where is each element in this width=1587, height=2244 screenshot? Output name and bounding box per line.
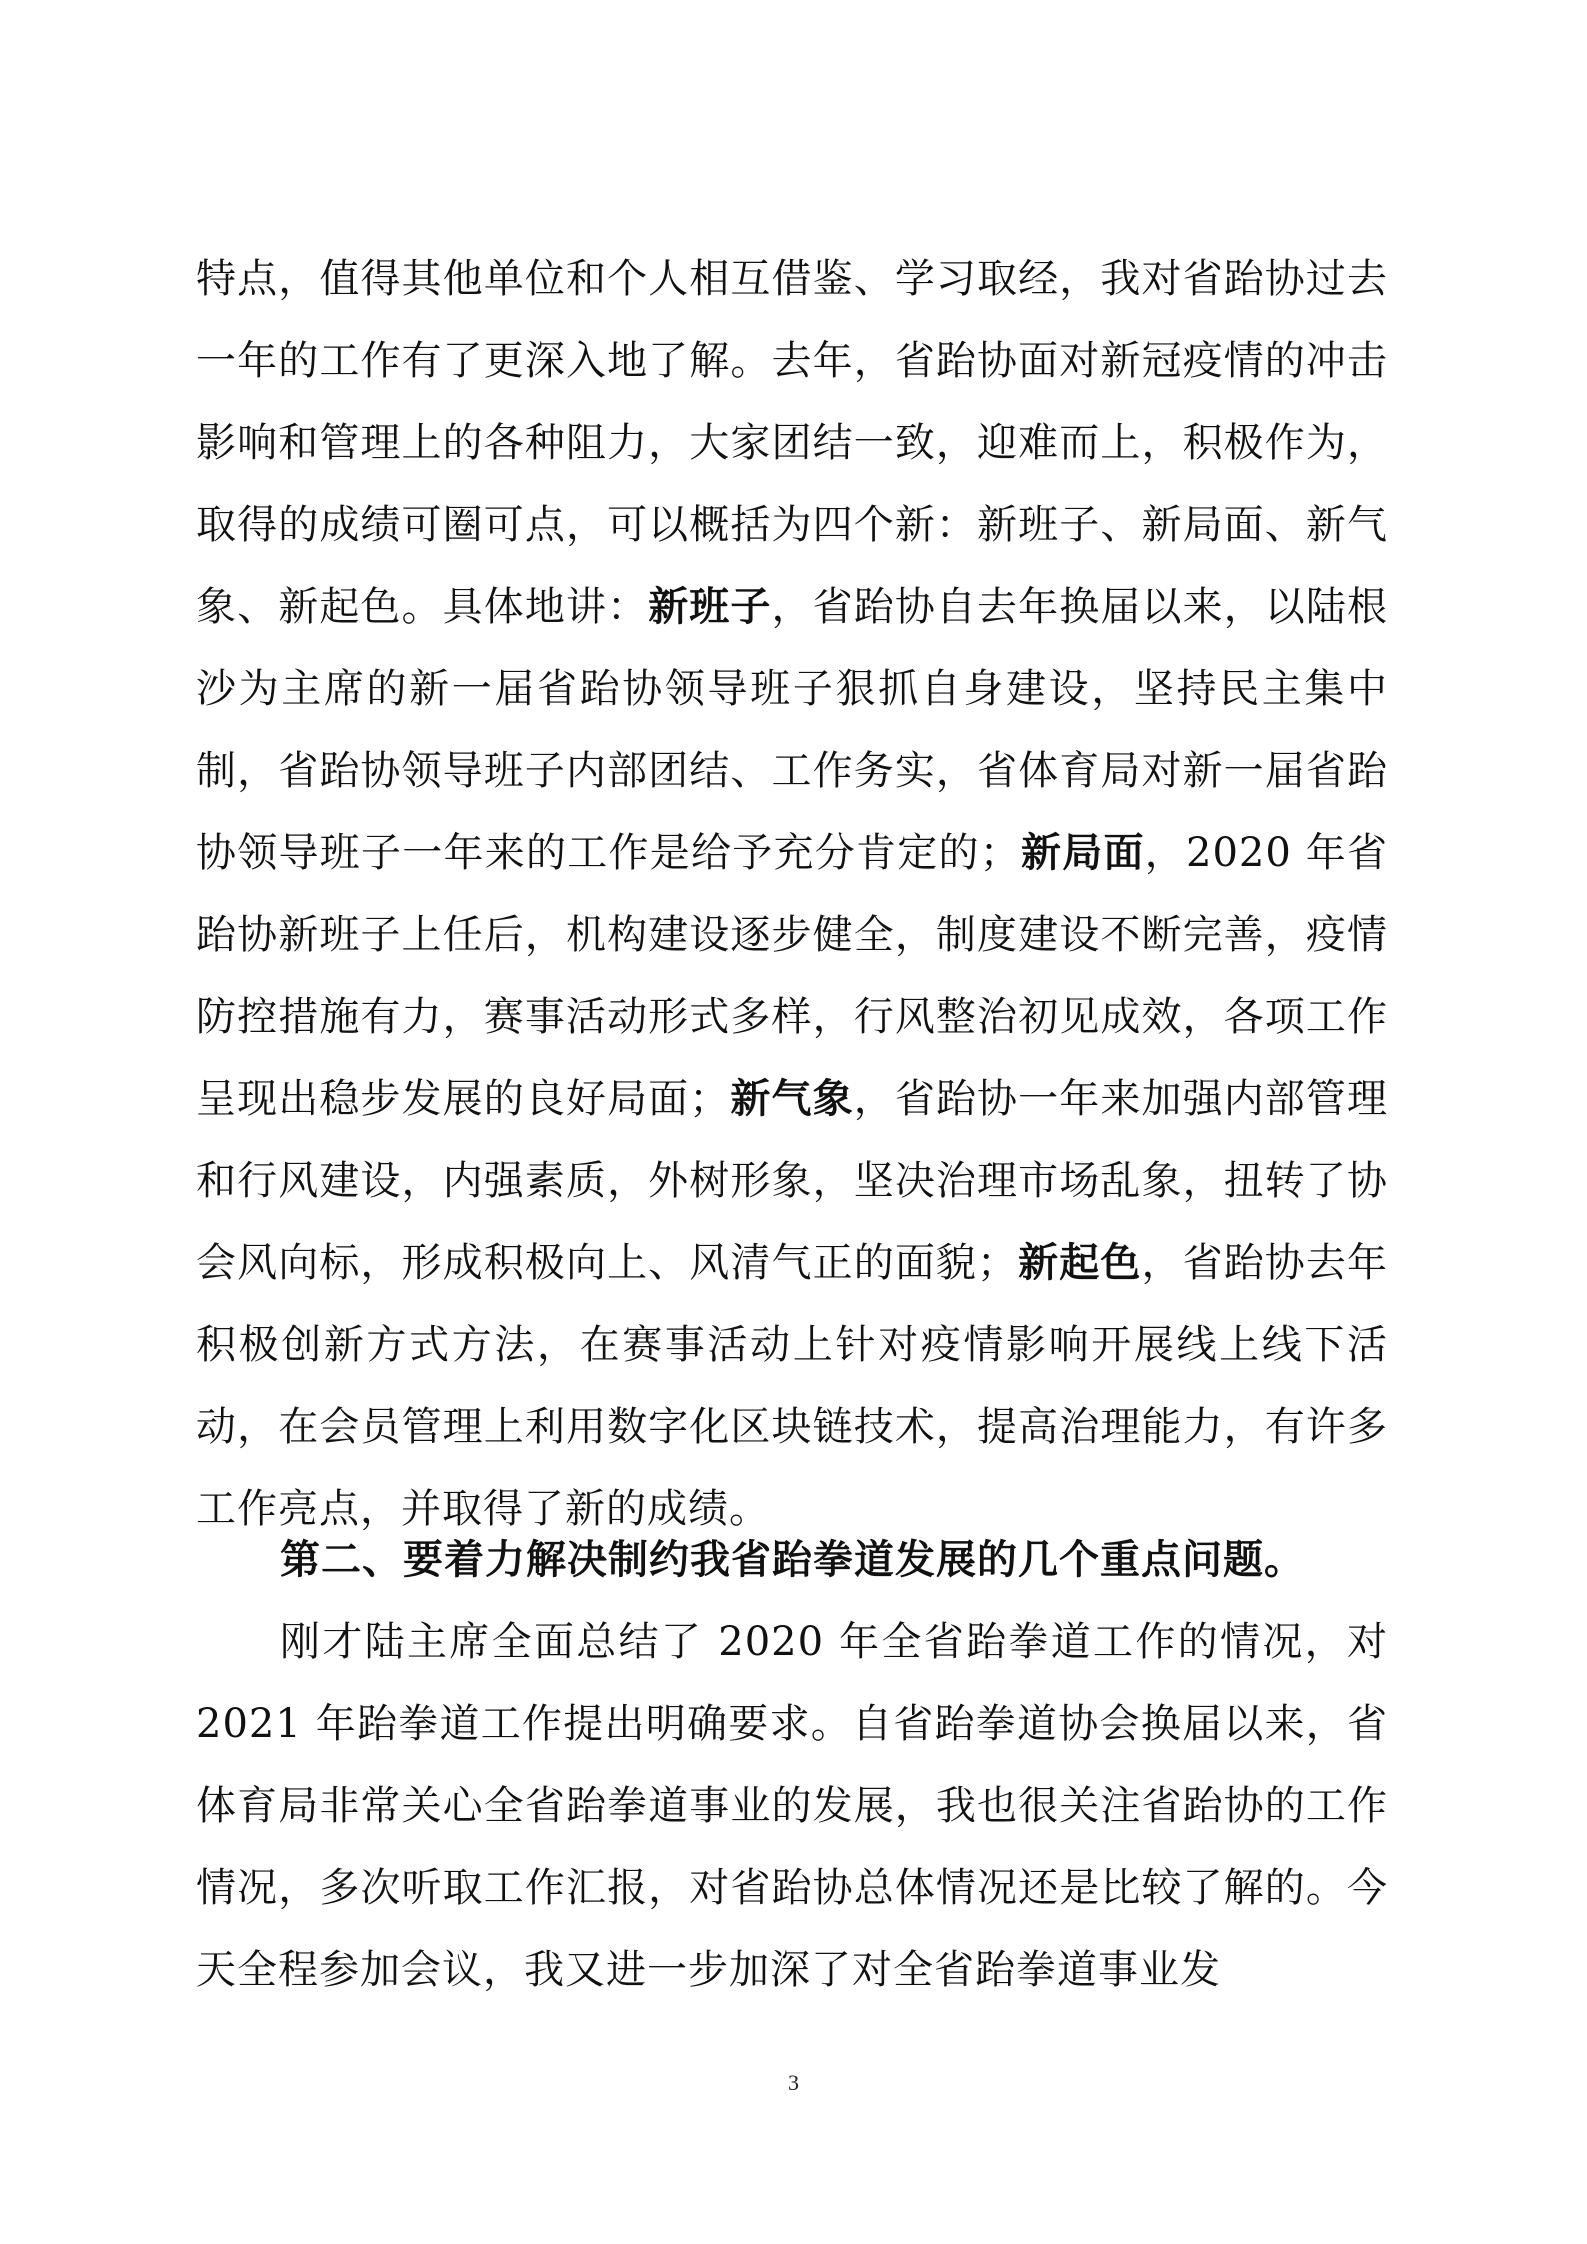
- paragraph-text-new-atmosphere: ，省跆协一年来加强内部管理和行风建设，内强素质，外树形象，坚决治理市场乱象，扭转了协会风向标，形成积极向上、风清气正的面貌；: [196, 1076, 1389, 1286]
- keyword-new-progress: 新起色: [1018, 1240, 1142, 1286]
- keyword-new-atmosphere: 新气象: [730, 1076, 854, 1122]
- paragraph-text-new-situation: ，2020 年省跆协新班子上任后，机构建设逐步健全，制度建设不断完善，疫情防控措施有力，赛事活动形式多样，行风整治初见成效，各项工作呈现出稳步发展的良好局面；: [196, 830, 1389, 1122]
- paragraph-continued: [196, 238, 1388, 1550]
- section-heading-2: 第二、要着力解决制约我省跆拳道发展的几个重点问题。: [280, 1537, 1305, 1583]
- body-paragraph-1: [196, 238, 1388, 1550]
- keyword-new-situation: 新局面: [1020, 830, 1145, 876]
- keyword-new-team: 新班子: [648, 584, 772, 630]
- paragraph-2-text: 刚才陆主席全面总结了 2020 年全省跆拳道工作的情况，对 2021 年跆拳道工作提出明确要求。自省跆拳道协会换届以来，省体育局非常关心全省跆拳道事业的发展，我也很关注省跆协的工作情况，多次听取工作汇报，对省跆协总体情况还是比较了解的。今天全程参加会议，我又进一步加深了对全省跆拳道事业发: [196, 1619, 1388, 1993]
- paragraph-text-new-progress: ，省跆协去年积极创新方式方法，在赛事活动上针对疫情影响开展线上线下活动，在会员管理上利用数字化区块链技术，提高治理能力，有许多工作亮点，并取得了新的成绩。: [196, 1240, 1389, 1532]
- paragraph-text-new-team: ，省跆协自去年换届以来，以陆根沙为主席的新一届省跆协领导班子狠抓自身建设，坚持民主集中制，省跆协领导班子内部团结、工作务实，省体育局对新一届省跆协领导班子一年来的工作是给予充分肯定的；: [196, 584, 1389, 876]
- page-number: 3: [788, 2070, 799, 2095]
- body-paragraph-2: [196, 1601, 1388, 2011]
- paragraph-intro-text: 特点，值得其他单位和个人相互借鉴、学习取经，我对省跆协过去一年的工作有了更深入地了解。去年，省跆协面对新冠疫情的冲击影响和管理上的各种阻力，大家团结一致，迎难而上，积极作为，取得的成绩可圈可点，可以概括为四个新：新班子、新局面、新气象、新起色。具体地讲：: [196, 256, 1388, 630]
- section-heading-block: [196, 1519, 1388, 1601]
